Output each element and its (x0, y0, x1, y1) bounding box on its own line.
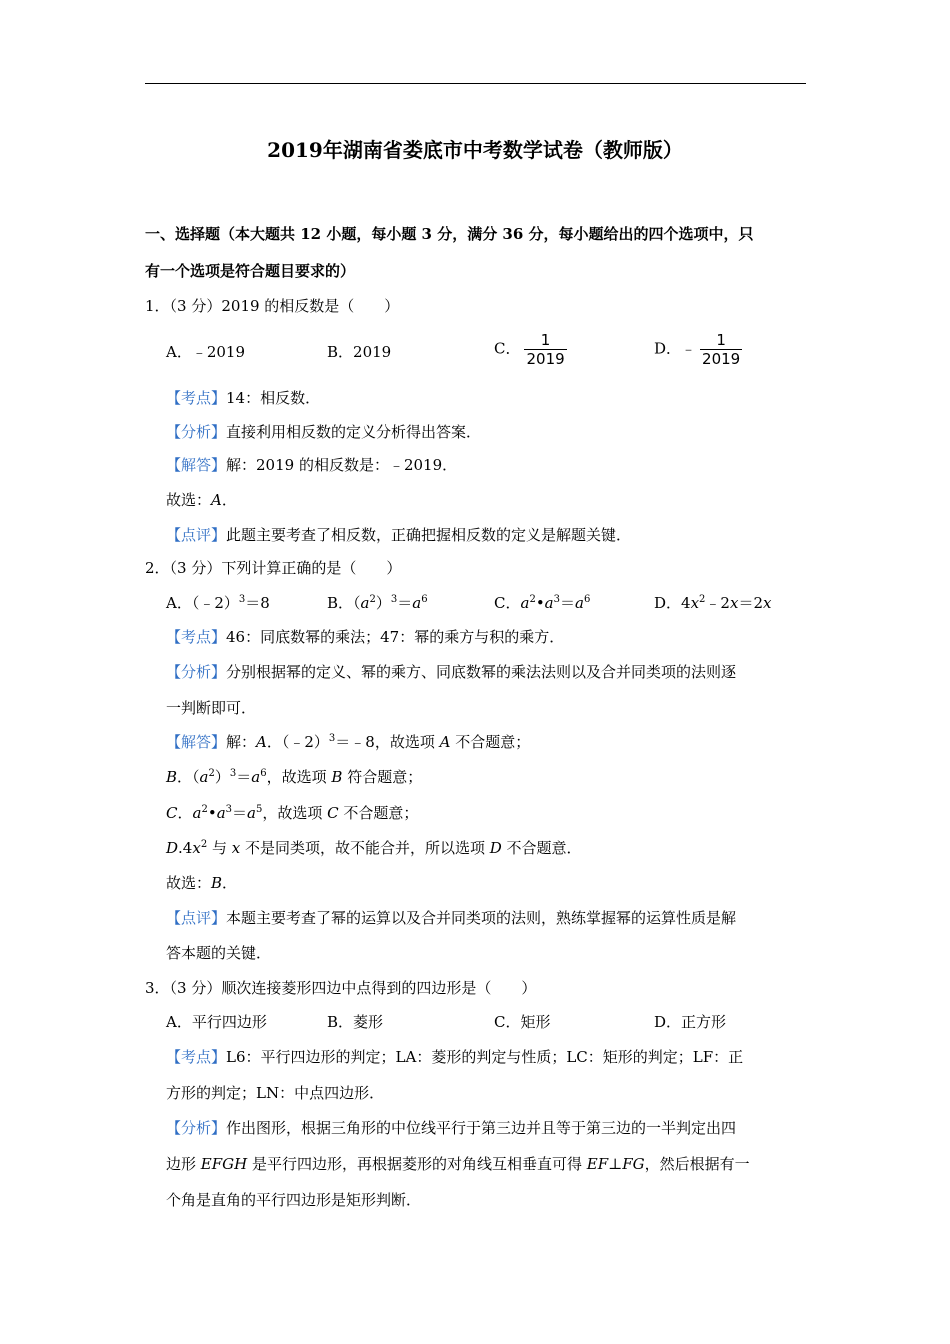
q3-option-d: D．正方形 (654, 1013, 727, 1031)
q3-fenxi-line1: 【分析】作出图形，根据三角形的中位线平行于第三边并且等于第三边的一半判定出四 (166, 1119, 737, 1137)
q2-option-b: B．$(a^2)^3=a^6$ (327, 594, 428, 612)
q1-option-d: D．﹣ $\frac{1}{2019}$ (654, 331, 741, 368)
q2-kaodian: 【考点】46：同底数幂的乘法；47：幂的乘方与积的乘方． (166, 628, 565, 646)
q2-jieda-b: B．$(a^2)^3=a^6$，故选项 B 符合题意； (166, 768, 423, 786)
q3-option-b: B．菱形 (327, 1013, 384, 1031)
q1-jieda: 【解答】解：2019 的相反数是：﹣2019． (166, 456, 458, 474)
q2-option-a: A．（﹣2）$^3$＝8 (166, 594, 270, 612)
q3-option-c: C．矩形 (494, 1013, 551, 1031)
q2-option-c: C．$a^2•a^3=a^6$ (494, 594, 591, 612)
q3-option-a: A．平行四边形 (166, 1013, 267, 1031)
section-heading-line2: 有一个选项是符合题目要求的） (145, 262, 356, 280)
q1-guxuan: 故选：A． (166, 491, 237, 509)
q1-dianping: 【点评】此题主要考查了相反数，正确把握相反数的定义是解题关键． (166, 526, 632, 544)
q1-kaodian: 【考点】14：相反数． (166, 389, 321, 407)
q2-stem: 2．（3 分）下列计算正确的是（ ） (145, 559, 402, 577)
q2-dianping-line2: 答本题的关键． (166, 944, 272, 962)
header-rule (145, 83, 806, 84)
q1-fenxi: 【分析】直接利用相反数的定义分析得出答案． (166, 423, 482, 441)
q2-option-d: D．$4x^2﹣2x=2x$ (654, 594, 772, 612)
q1-option-d-fraction: $\frac{1}{2019}$ (702, 331, 741, 368)
q2-fenxi-line1: 【分析】分别根据幂的定义、幂的乘方、同底数幂的乘法法则以及合并同类项的法则逐 (166, 663, 737, 681)
q3-stem: 3．（3 分）顺次连接菱形四边中点得到的四边形是（ ） (145, 979, 537, 997)
q1-option-c-fraction: $\frac{1}{2019}$ (526, 331, 565, 368)
q3-kaodian-line2: 方形的判定；LN：中点四边形． (166, 1084, 385, 1102)
q1-stem: 1．（3 分）2019 的相反数是（ ） (145, 297, 400, 315)
q3-kaodian-line1: 【考点】L6：平行四边形的判定；LA：菱形的判定与性质；LC：矩形的判定；LF：正 (166, 1048, 744, 1066)
page-title: 2019年湖南省娄底市中考数学试卷（教师版） (267, 138, 683, 162)
q3-fenxi-line2: 边形 EFGH 是平行四边形，再根据菱形的对角线互相垂直可得 EF⊥FG，然后根据有一 (166, 1155, 750, 1173)
q2-jieda-d: $D.4x^2$ 与 x 不是同类项，故不能合并，所以选项 D 不合题意． (166, 839, 582, 857)
q2-fenxi-line2: 一判断即可． (166, 699, 257, 717)
q2-guxuan: 故选：B． (166, 874, 238, 892)
q2-jieda-a: 【解答】解：A．（﹣2）$^3$＝﹣8，故选项 A 不合题意； (166, 733, 531, 751)
section-heading-line1: 一、选择题（本大题共 12 小题，每小题 3 分，满分 36 分，每小题给出的四个选项中，只 (145, 225, 754, 243)
q2-jieda-c: C．$a^2•a^3=a^5$，故选项 C 不合题意； (166, 804, 419, 822)
q1-option-a: A．﹣2019 (166, 343, 246, 361)
q1-option-c: C． $\frac{1}{2019}$ (494, 331, 565, 368)
q3-fenxi-line3: 个角是直角的平行四边形是矩形判断． (166, 1191, 422, 1209)
q2-dianping-line1: 【点评】本题主要考查了幂的运算以及合并同类项的法则，熟练掌握幂的运算性质是解 (166, 909, 737, 927)
q1-option-b: B．2019 (327, 343, 392, 361)
